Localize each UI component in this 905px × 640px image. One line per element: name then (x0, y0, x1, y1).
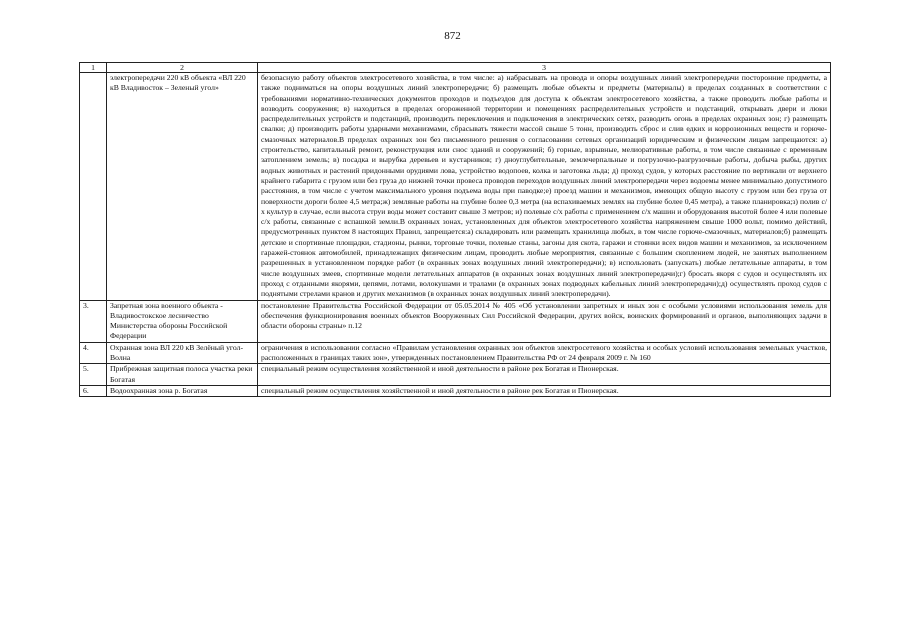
zone-name: электропередачи 220 кВ объекта «ВЛ 220 кВ Владивосток – Зеленый угол» (107, 73, 258, 301)
zone-description: специальный режим осуществления хозяйственной и иной деятельности в районе рек Богатая и Пионерская. (258, 385, 831, 396)
row-number: 3. (80, 300, 107, 342)
row-number (80, 73, 107, 301)
table-row (80, 364, 831, 386)
row-number: 5. (80, 364, 107, 386)
zone-description: ограничения в использовании согласно «Правилам установления охранных зон объектов электросетевого хозяйства и особых условий использования земельных участков, расположенных в границах таких зон», утвержденных постановлением Правительства РФ от 24 февраля 2009 г. № 160 (258, 342, 831, 364)
zone-description: безопасную работу объектов электросетевого хозяйства, в том числе: а) набрасывать на провода и опоры воздушных линий электропередачи посторонние предметы, а также подниматься на опоры воздушных линий электропередачи; б) размещать любые объекты и предметы (материалы) в пределах созданных в соответствии с требованиями нормативно-технических документов проходов и подъездов для доступа к объектам электросетевого хозяйства, а также проводить любые работы и возводить сооружения; в) находиться в пределах огороженной территории и помещениях распределительных устройств и подстанций, открывать двери и люки распределительных устройств и подстанций, производить переключения и подключения в электрических сетях, разводить огонь в пределах охранных зон; г) размещать свалки; д) производить работы ударными механизмами, сбрасывать тяжести массой свыше 5 тонн, производить сброс и слив едких и коррозионных веществ и горюче-смазочных материалов.В пределах охранных зон без письменного решения о согласовании сетевых организаций юридическим и физическим лицам запрещаются: а) строительство, капитальный ремонт, реконструкция или снос зданий и сооружений; б) горные, взрывные, мелиоративные работы, в том числе связанные с временным затоплением земель; в) посадка и вырубка деревьев и кустарников; г) дноуглубительные, землечерпальные и погрузочно-разгрузочные работы, добыча рыбы, других водных животных и растений придонными орудиями лова, устройство водопоев, колка и заготовка льда; д) проход судов, у которых расстояние по вертикали от верхнего крайнего габарита с грузом или без груза до нижней точки провеса проводов переходов воздушных линий электропередачи через водоемы менее минимально допустимого расстояния, в том числе с учетом максимального уровня подъема воды при паводке;е) проезд машин и механизмов, имеющих общую высоту с грузом или без груза от поверхности дороги более 4,5 метра;ж) земляные работы на глубине более 0,3 метра (на вспахиваемых землях на глубине более 0,45 метра), а также планировка;з) полив с/х культур в случае, если высота струи воды может составит свыше 3 метров; и) полевые с/х работы с применением с/х машин и оборудования высотой более 4 или полевые с/х работы, связанные с вспашкой земли.В охранных зонах, установленных для объектов электросетевого хозяйства напряжением свыше 1000 вольт, помимо действий, предусмотренных пунктом 8 настоящих Правил, запрещается:а) складировать или размещать хранилища любых, в том числе горюче-смазочных, материалов;б) размещать детские и спортивные площадки, стадионы, рынки, торговые точки, полевые станы, загоны для скота, гаражи и стоянки всех видов машин и механизмов, за исключением гаражей-стоянок автомобилей, принадлежащих физическим лицам, проводить любые мероприятия, связанные с большим скоплением людей, не занятых выполнением разрешенных в установленном порядке работ (в охранных зонах воздушных линий электропередачи); в) использовать (запускать) любые летательные аппараты, в том числе воздушных змеев, спортивные модели летательных аппаратов (в охранных зонах воздушных линий электропередачи);г) бросать якоря с судов и осуществлять их проход с отданными якорями, цепями, лотами, волокушами и тралами (в охранных зонах подводных кабельных линий электропередачи);д) осуществлять проход судов с поднятыми стрелами кранов и других механизмов (в охранных зонах воздушных линий электропередачи). (258, 73, 831, 301)
header-cell-2: 2 (107, 63, 258, 73)
header-cell-3: 3 (258, 63, 831, 73)
zone-description: постановление Правительства Российской Федерации от 05.05.2014 № 405 «Об установлении запретных и иных зон с особыми условиями использования земель для обеспечения функционирования военных объектов Вооруженных Сил Российской Федерации, других войск, воинских формирований и органов, выполняющих задачи в области обороны страны» п.12 (258, 300, 831, 342)
zone-name: Запретная зона военного объекта - Владивостокское лесничество Министерства обороны Российской Федерации (107, 300, 258, 342)
table-row (80, 385, 831, 396)
zone-name: Водоохранная зона р. Богатая (107, 385, 258, 396)
table-header-row (80, 63, 831, 73)
table-row (80, 300, 831, 342)
page-number: 872 (444, 30, 461, 42)
zone-name: Прибрежная защитная полоса участка реки Богатая (107, 364, 258, 386)
row-number: 4. (80, 342, 107, 364)
table-row (80, 73, 831, 301)
table-row (80, 342, 831, 364)
header-cell-1: 1 (80, 63, 107, 73)
row-number: 6. (80, 385, 107, 396)
zone-description: специальный режим осуществления хозяйственной и иной деятельности в районе рек Богатая и Пионерская. (258, 364, 831, 386)
zone-name: Охранная зона ВЛ 220 кВ Зелёный угол-Волна (107, 342, 258, 364)
restrictions-table (79, 62, 831, 397)
